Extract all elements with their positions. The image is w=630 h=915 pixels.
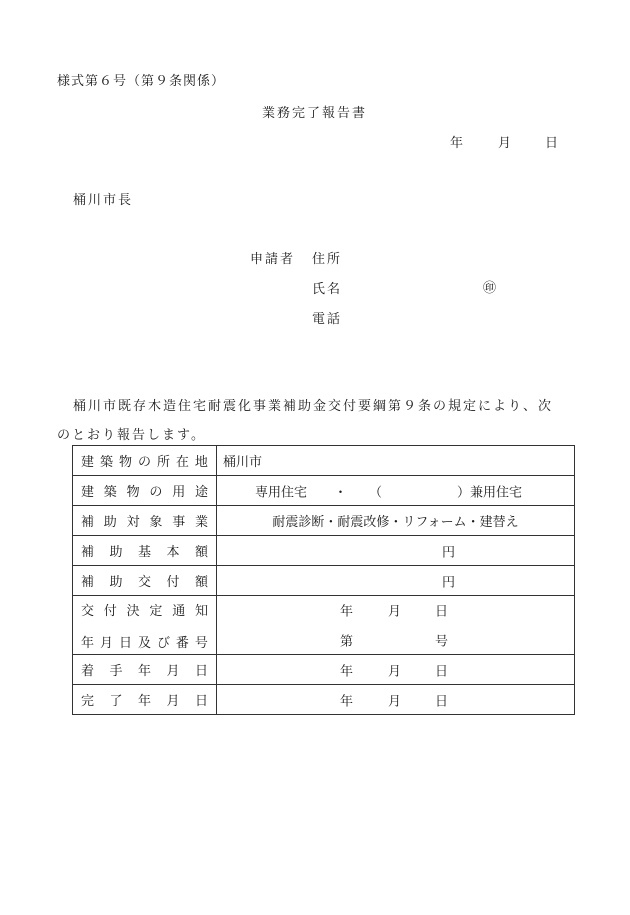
label-end-date [73, 685, 217, 715]
date-month: 月 [498, 136, 512, 151]
label-char: 着 [81, 664, 95, 679]
value-location[interactable] [217, 446, 575, 476]
decision-day: 日 [435, 604, 449, 620]
report-table [72, 445, 575, 715]
table-row-start-date [73, 655, 575, 685]
label-char: 助 [103, 515, 117, 530]
value-start-date[interactable] [217, 655, 575, 685]
value-grant-amount[interactable] [217, 566, 575, 596]
label-char: 号 [194, 635, 208, 651]
label-char: 物 [118, 455, 132, 470]
label-location [73, 446, 217, 476]
table-row-project [73, 506, 575, 536]
label-char: 完 [81, 694, 95, 709]
applicant-name-label: 氏名 [312, 282, 343, 297]
body-text-line1: 桶川市既存木造住宅耐震化事業補助金交付要綱第９条の規定により、次 [73, 399, 554, 414]
end-year: 年 [340, 694, 354, 709]
project-options: 耐震診断・耐震改修・リフォーム・建替え [272, 515, 519, 530]
grant-amount-unit: 円 [442, 575, 456, 590]
location-value: 桶川市 [223, 455, 263, 470]
base-amount-unit: 円 [442, 545, 456, 560]
label-decision [73, 596, 217, 655]
label-char: 年 [137, 664, 151, 679]
label-char: 月 [99, 635, 113, 651]
seal-mark: ㊞ [483, 281, 497, 296]
label-char: 事 [172, 515, 186, 530]
value-base-amount[interactable] [217, 536, 575, 566]
label-char: 手 [109, 664, 123, 679]
label-char: 業 [194, 515, 208, 530]
label-char: 築 [99, 455, 113, 470]
label-char: 対 [126, 515, 140, 530]
table-row-grant-amount [73, 566, 575, 596]
label-char: 交 [137, 575, 151, 590]
end-day: 日 [435, 694, 449, 709]
value-project[interactable] [217, 506, 575, 536]
label-char: 補 [81, 545, 95, 560]
body-text-line2: のとおり報告します。 [57, 428, 206, 443]
label-char: 日 [194, 694, 208, 709]
label-char: 決 [126, 603, 140, 619]
start-year: 年 [340, 664, 354, 679]
usage-separator: ・ [334, 485, 348, 500]
decision-number-suffix: 号 [435, 634, 449, 650]
value-decision[interactable] [217, 596, 575, 655]
label-char: 年 [137, 694, 151, 709]
label-char: 及 [137, 635, 151, 651]
label-char: 所 [156, 455, 170, 470]
applicant-label: 申請者 [250, 252, 296, 267]
document-title: 業務完了報告書 [262, 106, 368, 121]
label-char: 補 [81, 515, 95, 530]
label-char: 建 [81, 485, 95, 500]
usage-option-dedicated: 専用住宅 [255, 485, 308, 500]
decision-month: 月 [388, 604, 402, 620]
label-char: 日 [118, 635, 132, 651]
applicant-phone-label: 電話 [312, 312, 343, 327]
label-usage [73, 476, 217, 506]
label-char: 建 [81, 455, 95, 470]
addressee: 桶川市長 [73, 193, 134, 208]
label-char: 番 [175, 635, 189, 651]
label-char: 地 [194, 455, 208, 470]
label-char: 基 [137, 545, 151, 560]
label-char: 了 [109, 694, 123, 709]
label-char: 補 [81, 575, 95, 590]
label-char: 額 [194, 545, 208, 560]
date-year: 年 [450, 136, 464, 151]
start-month: 月 [388, 664, 402, 679]
table-row-decision [73, 596, 575, 655]
usage-paren-open: （ [369, 485, 383, 500]
label-char: 象 [149, 515, 163, 530]
label-base-amount [73, 536, 217, 566]
label-char: 交 [81, 603, 95, 619]
label-char: 月 [166, 664, 180, 679]
label-char: び [156, 635, 170, 651]
label-project [73, 506, 217, 536]
label-char: 途 [194, 485, 208, 500]
table-row-base-amount [73, 536, 575, 566]
decision-number-prefix: 第 [340, 634, 354, 650]
label-char: 定 [149, 603, 163, 619]
label-char: 助 [109, 545, 123, 560]
label-char: 本 [166, 545, 180, 560]
label-char: 付 [166, 575, 180, 590]
label-char: 助 [109, 575, 123, 590]
table-row-location [73, 446, 575, 476]
table-row-usage [73, 476, 575, 506]
label-grant-amount [73, 566, 217, 596]
label-char: 在 [175, 455, 189, 470]
label-char: 通 [172, 603, 186, 619]
applicant-address-label: 住所 [312, 252, 343, 267]
label-char: 額 [194, 575, 208, 590]
label-char: 用 [172, 485, 186, 500]
form-number: 様式第６号（第９条関係） [57, 74, 226, 89]
label-char: 知 [194, 603, 208, 619]
end-month: 月 [388, 694, 402, 709]
label-start-date [73, 655, 217, 685]
label-char: 日 [194, 664, 208, 679]
start-day: 日 [435, 664, 449, 679]
label-char: 物 [126, 485, 140, 500]
label-char: の [149, 485, 163, 500]
label-char: 付 [103, 603, 117, 619]
table-row-end-date [73, 685, 575, 715]
decision-year: 年 [340, 604, 354, 620]
date-day: 日 [545, 136, 559, 151]
label-char: 築 [103, 485, 117, 500]
label-char: の [137, 455, 151, 470]
value-usage[interactable] [217, 476, 575, 506]
usage-option-mixed: ）兼用住宅 [457, 485, 523, 500]
label-char: 年 [81, 635, 95, 651]
label-char: 月 [166, 694, 180, 709]
value-end-date[interactable] [217, 685, 575, 715]
